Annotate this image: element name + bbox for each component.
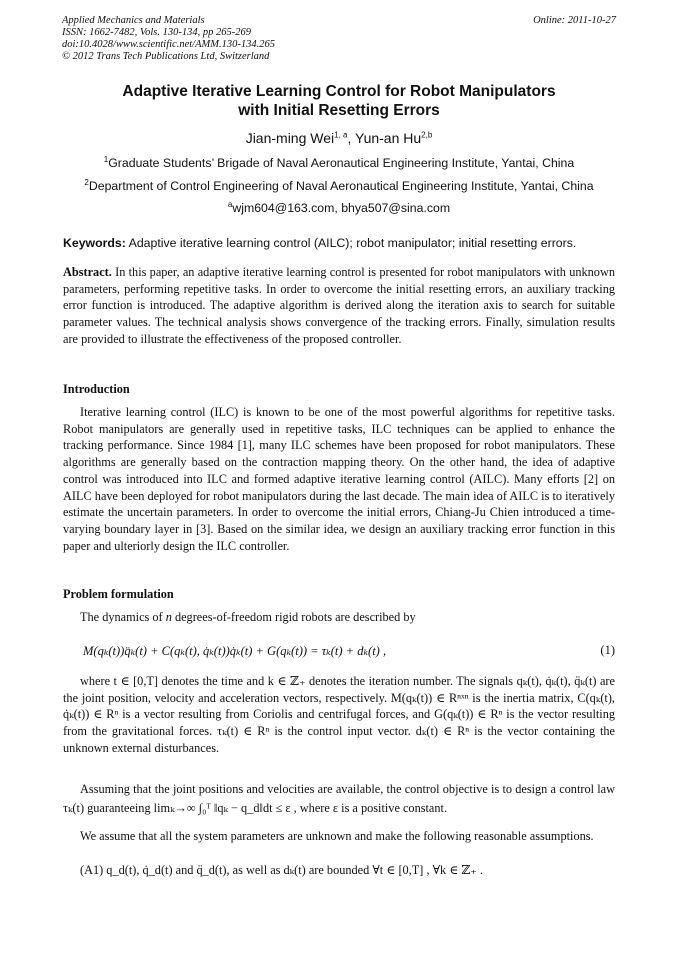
abstract-text: In this paper, an adaptive iterative learning control is presented for robot manipulators with unknown parameters, performing repetitive tasks. In order to overcome the initial resetting errors, an auxiliary tracking error function is introduced. The adaptive algorithm is derived along the iteration axis to search for suitable parameter values. The technical analysis shows convergence of the tracking errors. Finally, simulation results are provided to illustrate the effectiveness of the proposed controller. <box>63 265 615 346</box>
assumption-paragraph-1: Assuming that the joint positions and velocities are available, the control objective is to design a control law τₖ(t) guaranteeing limₖ→∞ ∫₀ᵀ ‖qₖ − q_d‖dt ≤ ε , where ε is a positive constant. <box>63 782 615 815</box>
author-1: Jian-ming Wei <box>245 130 335 146</box>
author-list <box>62 130 616 146</box>
author-2: Yun-an Hu <box>355 130 422 146</box>
journal-header <box>62 15 616 63</box>
assumption-a1: (A1) q_d(t), q̇_d(t) and q̈_d(t), as well as dₖ(t) are bounded ∀t ∈ [0,T] , ∀k ∈ ℤ₊ . <box>80 863 484 877</box>
affiliation-1-sup: 1 <box>103 154 109 164</box>
affiliation-2-text: Department of Control Engineering of Naval Aeronautical Engineering Institute, Yantai, China <box>88 179 594 193</box>
affiliation-1-text: Graduate Students’ Brigade of Naval Aeronautical Engineering Institute, Yantai, China <box>108 156 575 170</box>
affiliation-2-sup: 2 <box>84 177 89 187</box>
introduction-heading: Introduction <box>63 382 130 396</box>
problem-heading: Problem formulation <box>63 587 174 601</box>
problem-intro-b: degrees-of-freedom rigid robots are described by <box>171 610 416 624</box>
affiliation-1 <box>30 156 648 170</box>
online-date: Online: 2011-10-27 <box>533 15 616 26</box>
author-1-sup: 1, a <box>334 130 348 140</box>
problem-intro <box>63 609 615 626</box>
keywords <box>63 236 617 250</box>
affiliation-2 <box>30 179 648 193</box>
where-paragraph: where t ∈ [0,T] denotes the time and k ∈ ℤ₊ denotes the iteration number. The signals qₖ(t), q̇ₖ(t), q̈ₖ(t) are the joint position, velocity and acceleration vectors, respectively. M(qₖ(t)) ∈ Rⁿˣⁿ is the inertia matrix, C(qₖ(t), q̇ₖ(t)) ∈ Rⁿ is a vector resulting from Coriolis and centrifugal forces, and G(qₖ(t)) ∈ Rⁿ is the vector resulting from the gravitational forces. τₖ(t) ∈ Rⁿ is the control input vector. dₖ(t) ∈ Rⁿ is the vector containing the unknown external disturbances. <box>63 674 615 755</box>
title-line-1: Adaptive Iterative Learning Control for Robot Manipulators <box>122 83 556 100</box>
doi-line: doi:10.4028/www.scientific.net/AMM.130-134.265 <box>62 39 275 50</box>
problem-intro-n: n <box>165 610 172 624</box>
email-line <box>30 201 648 215</box>
assumption-paragraph-2: We assume that all the system parameters are unknown and make the following reasonable assumptions. <box>80 829 594 843</box>
author-2-sup: 2,b <box>421 130 433 140</box>
equation-1 <box>63 643 615 659</box>
introduction-text: Iterative learning control (ILC) is known to be one of the most powerful algorithms for repetitive tasks. Robot manipulators are generally used in repetitive tasks, ILC techniques can be applied to enhance the tracking performance. Since 1984 [1], many ILC schemes have been proposed for robot manipulators. These algorithms are generally based on the contraction mapping theory. On the other hand, the idea of adaptive control was introduced into ILC and formed adaptive iterative learning control (AILC). Many efforts [2] on AILC have been deployed for robot manipulators during the last decade. The main idea of AILC is to iteratively estimate the uncertain parameters. In order to overcome the initial errors, Chiang-Ju Chien introduced a time-varying boundary layer in [3]. Based on the similar idea, we design an auxiliary tracking error function in this paper and ulteriorly design the ILC controller. <box>63 405 615 553</box>
author-separator: , <box>347 130 355 146</box>
problem-intro-a: The dynamics of <box>80 610 166 624</box>
email-sup: a <box>227 199 233 209</box>
issn-line: ISSN: 1662-7482, Vols. 130-134, pp 265-269 <box>62 27 251 38</box>
paper-title <box>62 82 616 120</box>
journal-name: Applied Mechanics and Materials <box>62 15 205 26</box>
equation-1-number: (1) <box>600 643 615 657</box>
abstract-label: Abstract. <box>63 265 112 279</box>
keywords-text: Adaptive iterative learning control (AILC); robot manipulator; initial resetting errors. <box>125 236 577 250</box>
abstract <box>63 264 615 348</box>
keywords-label: Keywords: <box>63 236 126 250</box>
equation-1-body: M(qₖ(t))q̈ₖ(t) + C(qₖ(t), q̇ₖ(t))q̇ₖ(t) + G(qₖ(t)) = τₖ(t) + dₖ(t) , <box>83 644 387 658</box>
emails: wjm604@163.com, bhya507@sina.com <box>232 201 451 215</box>
copyright-line: © 2012 Trans Tech Publications Ltd, Switzerland <box>62 51 270 62</box>
title-line-2: with Initial Resetting Errors <box>238 102 440 119</box>
